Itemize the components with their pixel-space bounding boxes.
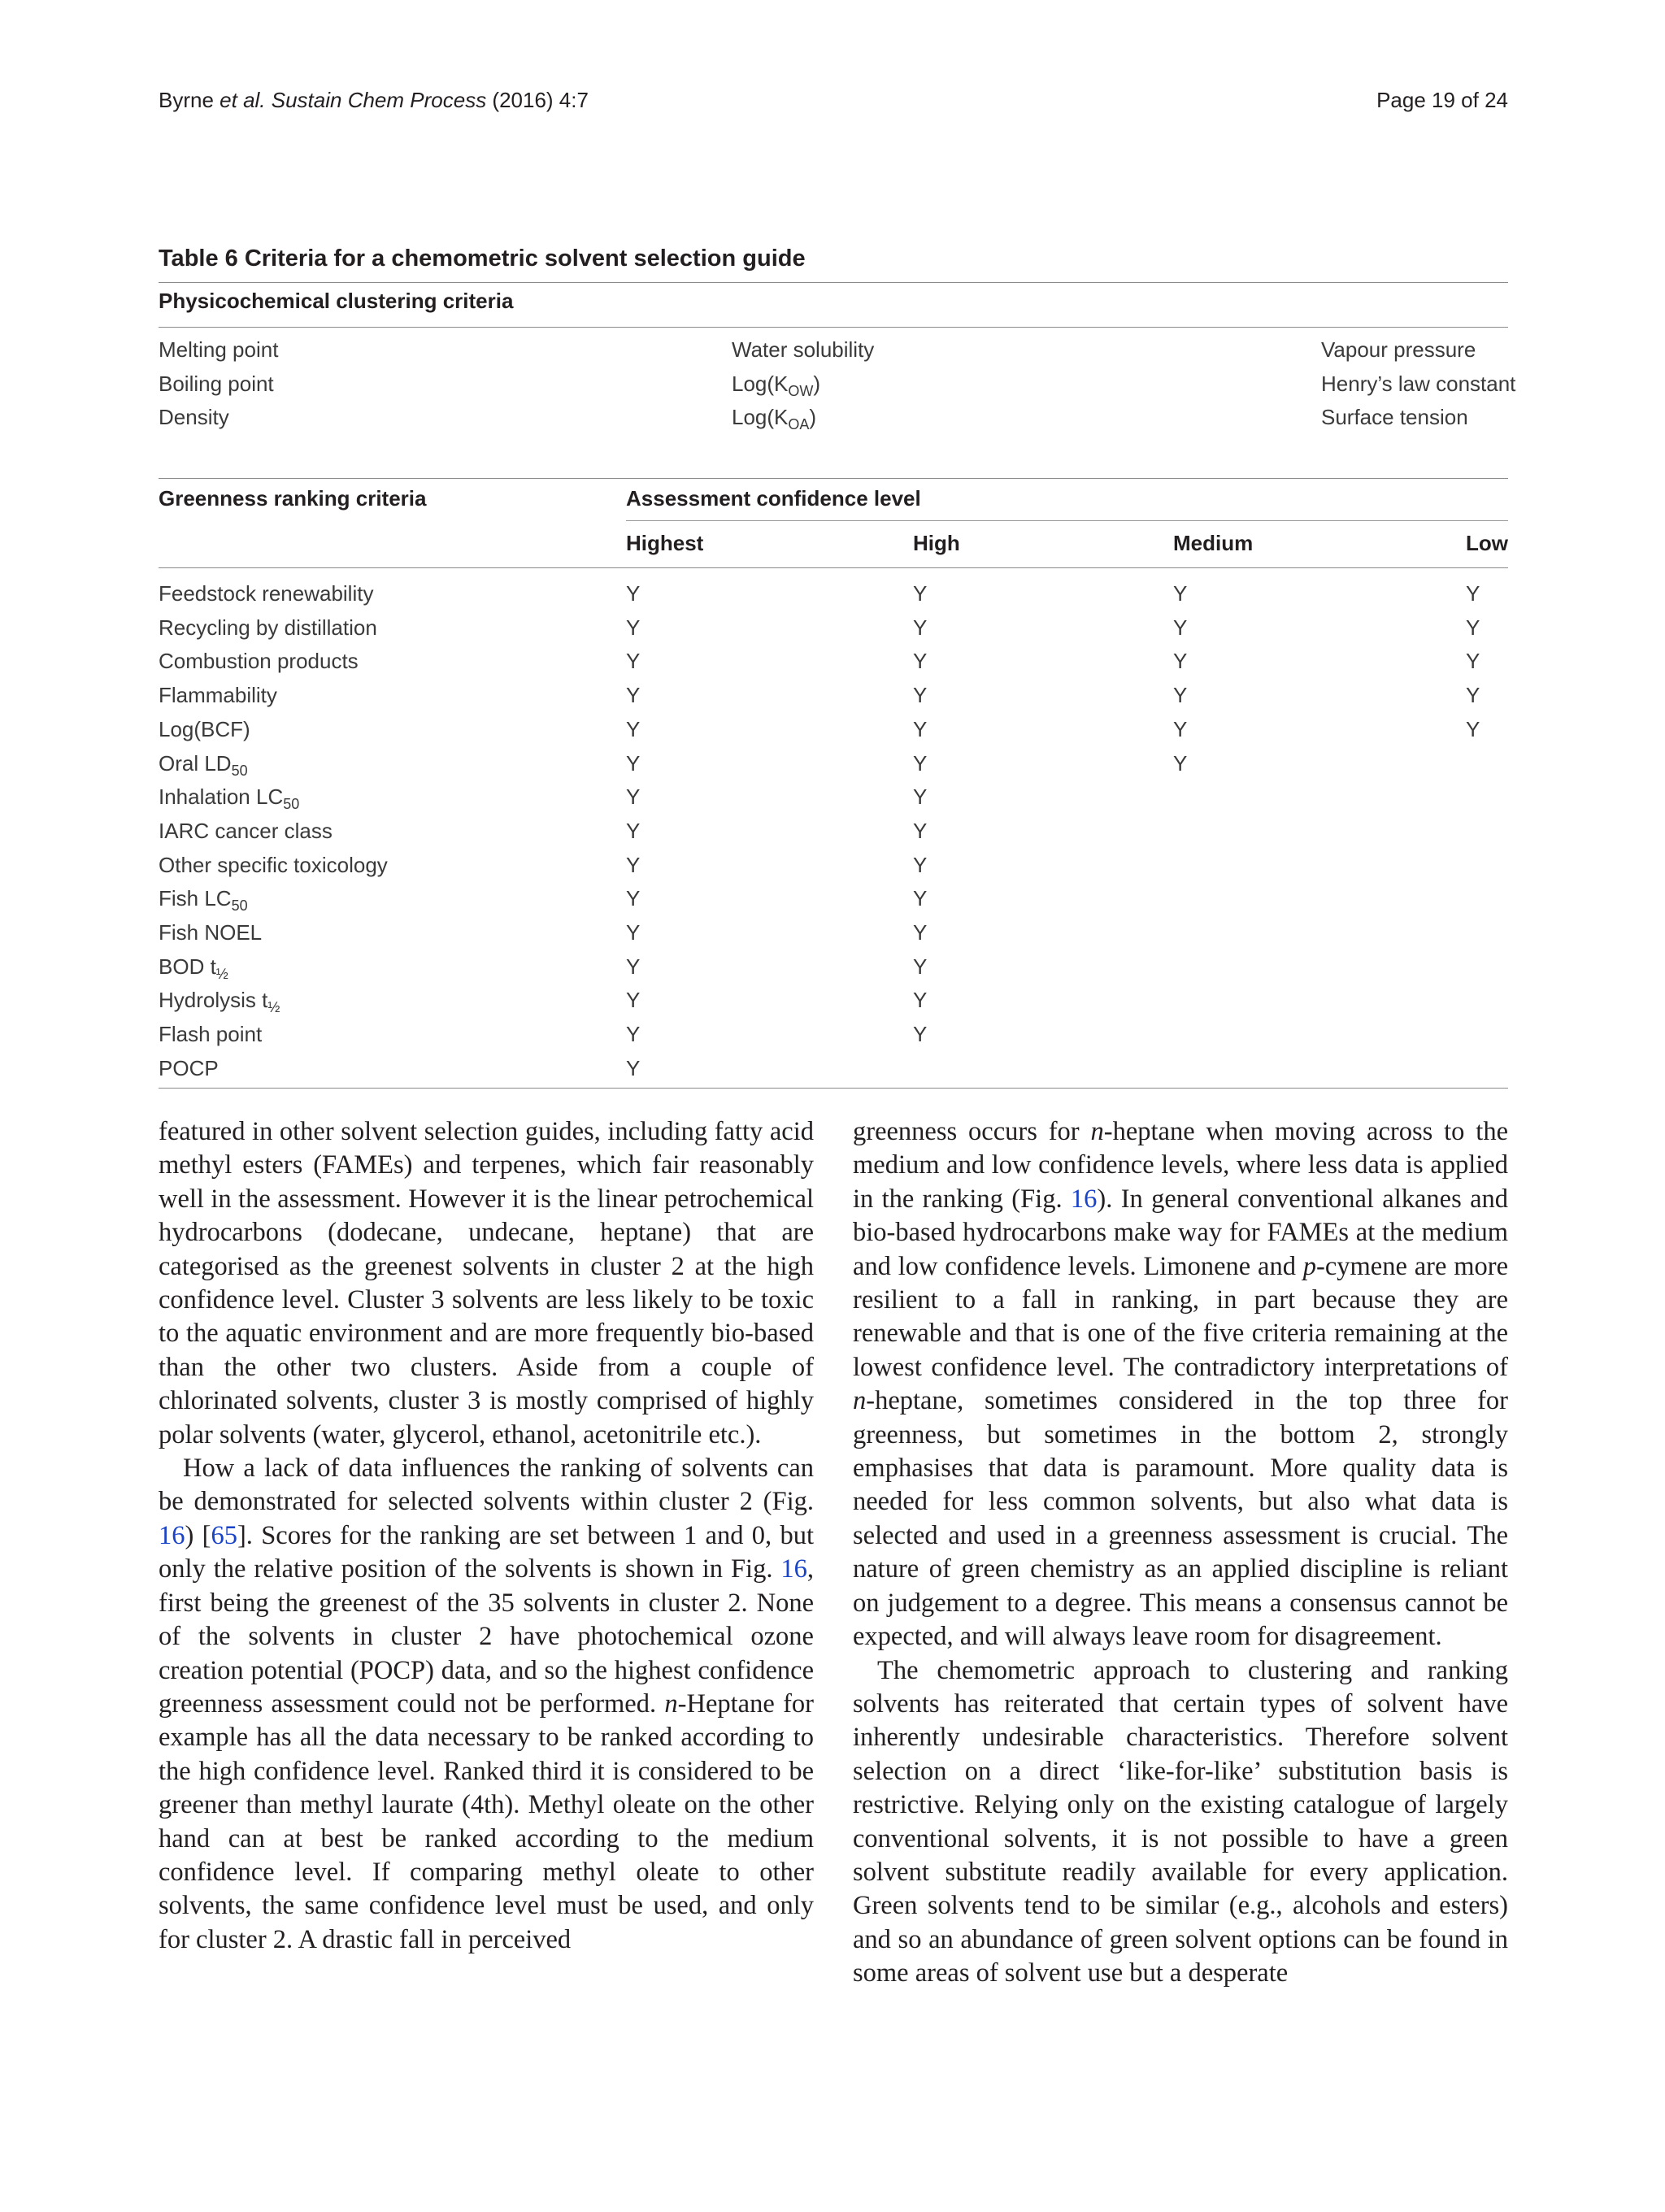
criterion-name-text: Fish LC xyxy=(159,886,232,911)
criterion-name xyxy=(159,1056,219,1081)
table-title: Table 6 Criteria for a chemometric solvent selection guide xyxy=(159,246,806,272)
level-header-medium: Medium xyxy=(1173,531,1254,555)
criterion-name xyxy=(159,853,388,878)
text-run: ]. Scores for the ranking are set between 1 and 0, but only the relative position of the solvents is shown in Fig. xyxy=(159,1520,814,1584)
criterion-mark: Y xyxy=(1173,750,1188,776)
criterion-name-subscript: ½ xyxy=(215,965,228,982)
citation-link[interactable]: 16 xyxy=(159,1520,185,1550)
criterion-name-text: Flammability xyxy=(159,683,277,708)
citation-link[interactable]: 65 xyxy=(211,1520,237,1550)
criterion-name-text: Oral LD xyxy=(159,750,232,776)
physchem-criterion-close: ) xyxy=(809,405,817,429)
criterion-name-subscript: 50 xyxy=(231,897,248,915)
criterion-mark: Y xyxy=(626,784,641,810)
criterion-name-text: Feedstock renewability xyxy=(159,581,374,606)
text-run: ) [ xyxy=(185,1520,211,1550)
physchem-criterion xyxy=(732,372,820,397)
criterion-name-text: Log(BCF) xyxy=(159,716,250,741)
text-run: , first being the greenest of the 35 solvents in cluster 2. None of the solvents in cluster 2 have photochemical ozone creation potential (POCP) data, and so the highest confidence greenness assessment could not be performed. xyxy=(159,1554,814,1719)
criterion-name xyxy=(159,581,373,606)
criterion-mark: Y xyxy=(913,818,928,843)
criterion-mark: Y xyxy=(1466,615,1480,640)
criterion-name-subscript: ½ xyxy=(267,999,280,1016)
physchem-criterion-subscript: OW xyxy=(788,383,814,399)
criterion-mark: Y xyxy=(626,750,641,776)
criterion-name xyxy=(159,819,333,844)
italic-text: n xyxy=(853,1386,867,1416)
text-run: greenness occurs for xyxy=(853,1117,1091,1146)
body-column-left xyxy=(159,1115,814,1957)
criterion-name-text: Hydrolysis t xyxy=(159,988,268,1013)
criterion-mark: Y xyxy=(913,683,928,708)
physchem-criterion: Surface tension xyxy=(1321,405,1468,429)
citation-link[interactable]: 16 xyxy=(780,1554,807,1584)
physchem-criterion-text: Log(K xyxy=(732,372,789,396)
citation-volume: (2016) 4:7 xyxy=(486,88,589,112)
criterion-mark: Y xyxy=(626,581,641,606)
criterion-mark: Y xyxy=(1173,716,1188,741)
physchem-criterion: Boiling point xyxy=(159,372,274,396)
criterion-name-text: Inhalation LC xyxy=(159,784,284,810)
criterion-mark: Y xyxy=(626,818,641,843)
criterion-mark: Y xyxy=(913,852,928,877)
citation-journal: et al. Sustain Chem Process xyxy=(220,88,487,112)
level-header-low: Low xyxy=(1466,531,1508,555)
criterion-mark: Y xyxy=(913,954,928,979)
table-rule xyxy=(159,567,1508,568)
criterion-mark: Y xyxy=(913,1022,928,1047)
criterion-mark: Y xyxy=(626,954,641,979)
criterion-name xyxy=(159,717,250,742)
criterion-mark: Y xyxy=(913,581,928,606)
criterion-name-text: Recycling by distillation xyxy=(159,615,377,640)
criterion-name xyxy=(159,615,377,641)
physchem-heading: Physicochemical clustering criteria xyxy=(159,289,514,313)
physchem-criterion xyxy=(732,337,874,363)
criterion-mark: Y xyxy=(913,784,928,810)
table-rule xyxy=(159,327,1508,328)
criterion-mark: Y xyxy=(626,615,641,640)
criterion-mark: Y xyxy=(1466,649,1480,674)
criterion-name xyxy=(159,1022,262,1047)
table-rule xyxy=(159,478,1508,479)
text-run: How a lack of data influences the ranking of solvents can be demonstrated for selected solvents within cluster 2 (Fig. xyxy=(159,1454,814,1517)
physchem-criterion: Melting point xyxy=(159,337,279,362)
criterion-mark: Y xyxy=(1173,581,1188,606)
criterion-mark: Y xyxy=(913,988,928,1013)
criterion-mark: Y xyxy=(1173,615,1188,640)
paragraph xyxy=(853,1115,1508,1654)
confidence-heading: Assessment confidence level xyxy=(626,486,921,511)
criterion-name-text: Other specific toxicology xyxy=(159,852,388,877)
criterion-mark: Y xyxy=(913,716,928,741)
criterion-name xyxy=(159,920,262,945)
text-run: The chemometric approach to clustering and ranking solvents has reiterated that certain types of solvent have inherently undesirable characteristics. Therefore solvent selection on a direct ‘like-for-like’ substitution basis is restrictive. Relying only on the existing catalogue of largely conventional solvents, it is not possible to have a green solvent substitute readily available for every application. Green solvents tend to be similar (e.g., alcohols and esters) and so an abundance of green solvent options can be found in some areas of solvent use but a desperate xyxy=(853,1655,1508,1988)
criterion-mark: Y xyxy=(913,886,928,911)
body-text xyxy=(159,1115,1508,2034)
italic-text: n xyxy=(1090,1117,1104,1146)
criterion-mark: Y xyxy=(626,1055,641,1080)
citation-link[interactable]: 16 xyxy=(1070,1184,1098,1214)
criterion-mark: Y xyxy=(1173,683,1188,708)
criterion-name xyxy=(159,750,248,779)
text-run: -heptane when moving across to the medium and low confidence levels, where less data is applied in the ranking (Fig. xyxy=(853,1117,1508,1214)
physchem-criterion-subscript: OA xyxy=(788,416,810,432)
criterion-mark: Y xyxy=(913,750,928,776)
criterion-mark: Y xyxy=(626,852,641,877)
criterion-name-text: BOD t xyxy=(159,954,216,979)
citation-authors: Byrne xyxy=(159,88,220,112)
criterion-name-text: POCP xyxy=(159,1055,219,1080)
confidence-rule xyxy=(626,520,1508,521)
criterion-name-subscript: 50 xyxy=(283,796,300,813)
text-run: -heptane, sometimes considered in the top three for greenness, but sometimes in the bottom 2, strongly emphasises that data is paramount. More quality data is needed for less common solvents, but also what data is selected and used in a greenness assessment is crucial. The nature of green chemistry as an applied discipline is reliant on judgement to a degree. This means a consensus cannot be expected, and will always leave room for disagreement. xyxy=(853,1386,1508,1652)
criterion-name xyxy=(159,784,300,813)
criterion-name-text: Combustion products xyxy=(159,649,359,674)
criterion-mark: Y xyxy=(1466,716,1480,741)
criterion-mark: Y xyxy=(913,920,928,945)
criterion-mark: Y xyxy=(1466,683,1480,708)
criterion-name xyxy=(159,683,277,708)
text-run: -Heptane for example has all the data necessary to be ranked according to the high confidence level. Ranked third it is considered to be greener than methyl laurate (4th). Methyl oleate on the other hand can at best be ranked according to the medium confidence level. If comparing methyl oleate to other solvents, the same confidence level must be used, and only for cluster 2. A drastic fall in perceived xyxy=(159,1688,814,1954)
physchem-criterion: Henry’s law constant xyxy=(1321,372,1516,396)
physchem-criterion-text: Water solubility xyxy=(732,337,875,362)
criterion-mark: Y xyxy=(626,988,641,1013)
criterion-name-text: Fish NOEL xyxy=(159,920,263,945)
page-number: Page 19 of 24 xyxy=(1376,88,1508,112)
physchem-criterion xyxy=(732,405,816,430)
text-run: ). In general conventional alkanes and bio-based hydrocarbons make way for FAMEs at the medium and low confidence levels. Limonene and xyxy=(853,1184,1508,1281)
table-bottom-rule xyxy=(159,1088,1508,1089)
criterion-mark: Y xyxy=(626,920,641,945)
physchem-criterion: Vapour pressure xyxy=(1321,337,1476,362)
italic-text: p xyxy=(1302,1251,1317,1281)
criterion-name xyxy=(159,954,228,980)
criterion-name-text: Flash point xyxy=(159,1022,263,1047)
level-header-high: High xyxy=(913,531,960,555)
criterion-name-text: IARC cancer class xyxy=(159,818,333,843)
physchem-criterion-close: ) xyxy=(813,372,821,396)
criterion-mark: Y xyxy=(626,886,641,911)
paragraph xyxy=(159,1115,814,1452)
criterion-name xyxy=(159,886,248,915)
body-column-right xyxy=(853,1115,1508,1991)
text-run: featured in other solvent selection guides, including fatty acid methyl esters (FAMEs) and terpenes, which fair reasonably well in the assessment. However it is the linear petrochemical hydrocarbons (dodecane, undecane, heptane) that are categorised as the greenest solvents in cluster 2 at the high confidence level. Cluster 3 solvents are less likely to be toxic to the aquatic environment and are more frequently bio-based than the other two clusters. Aside from a couple of chlorinated solvents, cluster 3 is mostly comprised of highly polar solvents (water, glycerol, ethanol, acetonitrile etc.). xyxy=(159,1117,814,1449)
physchem-criterion-text: Log(K xyxy=(732,405,789,429)
criterion-mark: Y xyxy=(1466,581,1480,606)
paragraph xyxy=(159,1452,814,1957)
running-header xyxy=(159,88,1508,120)
criterion-mark: Y xyxy=(626,649,641,674)
criterion-mark: Y xyxy=(1173,649,1188,674)
italic-text: n xyxy=(664,1688,678,1719)
criterion-mark: Y xyxy=(626,1022,641,1047)
table-top-rule xyxy=(159,282,1508,283)
physchem-criterion: Density xyxy=(159,405,229,429)
citation xyxy=(159,88,589,113)
text-run: -cymene are more resilient to a fall in ranking, in part because they are renewable and that is one of the five criteria remaining at the lowest confidence level. The contradictory interpretations of xyxy=(853,1251,1508,1382)
table-6 xyxy=(159,242,1516,1080)
criterion-mark: Y xyxy=(913,649,928,674)
paragraph xyxy=(853,1654,1508,1991)
criterion-name xyxy=(159,649,359,674)
criterion-mark: Y xyxy=(913,615,928,640)
greenness-heading: Greenness ranking criteria xyxy=(159,486,427,511)
criterion-name xyxy=(159,988,280,1016)
criterion-mark: Y xyxy=(626,716,641,741)
criterion-name-subscript: 50 xyxy=(231,762,248,779)
level-header-highest: Highest xyxy=(626,531,704,555)
criterion-mark: Y xyxy=(626,683,641,708)
table-grid xyxy=(159,279,1516,1080)
